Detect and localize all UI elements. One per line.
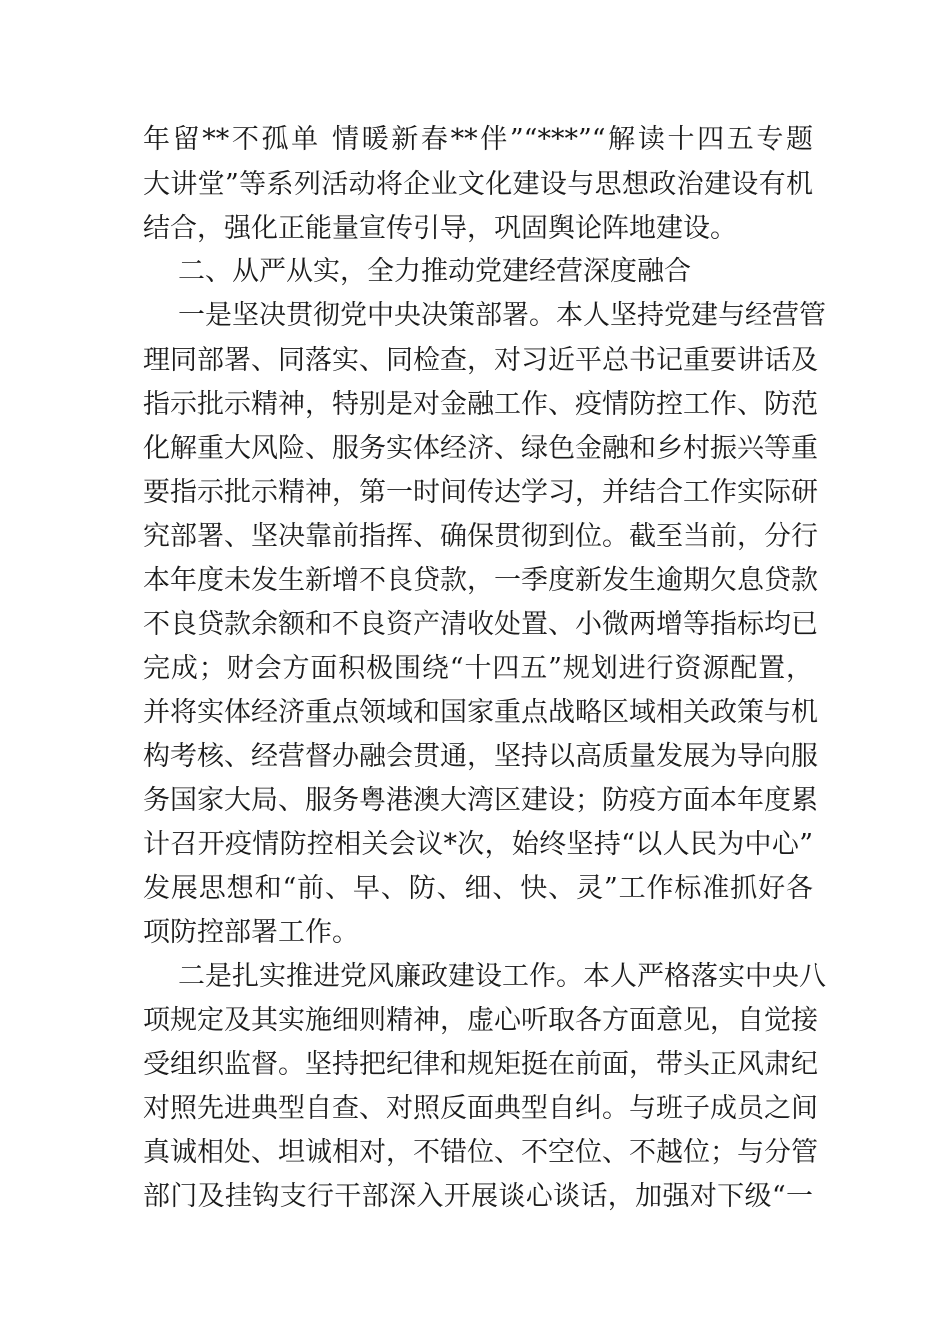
body-text-line: 理同部署、同落实、同检查，对习近平总书记重要讲话及 xyxy=(143,345,818,376)
body-text-line: 究部署、坚决靠前指挥、确保贯彻到位。截至当前，分行 xyxy=(143,521,818,552)
body-text-line: 部门及挂钩支行干部深入开展谈心谈话，加强对下级“一 xyxy=(143,1181,813,1212)
body-text-line: 年留**不孤单 情暖新春**伴”“***”“解读十四五专题 xyxy=(143,124,813,155)
body-text-line: 要指示批示精神，第一时间传达学习，并结合工作实际研 xyxy=(143,477,818,508)
body-text-line: 不良贷款余额和不良资产清收处置、小微两增等指标均已 xyxy=(143,609,818,640)
body-text-line: 真诚相处、坦诚相对，不错位、不空位、不越位；与分管 xyxy=(143,1137,818,1168)
body-text-line: 并将实体经济重点领域和国家重点战略区域相关政策与机 xyxy=(143,697,818,728)
body-text-line: 大讲堂”等系列活动将企业文化建设与思想政治建设有机 xyxy=(143,169,813,200)
body-text-line: 构考核、经营督办融会贯通，坚持以高质量发展为导向服 xyxy=(143,741,818,772)
body-text-line: 发展思想和“前、早、防、细、快、灵”工作标准抓好各 xyxy=(143,873,813,904)
body-text-line: 化解重大风险、服务实体经济、绿色金融和乡村振兴等重 xyxy=(143,433,818,464)
body-text-line: 本年度未发生新增不良贷款，一季度新发生逾期欠息贷款 xyxy=(143,565,818,596)
body-text-line: 完成；财会方面积极围绕“十四五”规划进行资源配置， xyxy=(143,653,813,684)
body-text-line: 结合，强化正能量宣传引导，巩固舆论阵地建设。 xyxy=(143,213,737,244)
body-text-line: 二是扎实推进党风廉政建设工作。本人严格落实中央八 xyxy=(178,961,826,992)
body-text-line: 一是坚决贯彻党中央决策部署。本人坚持党建与经营管 xyxy=(178,300,826,331)
body-text-line: 计召开疫情防控相关会议*次，始终坚持“以人民为中心” xyxy=(143,829,813,860)
section-heading: 二、从严从实，全力推动党建经营深度融合 xyxy=(178,256,691,287)
body-text-line: 项防控部署工作。 xyxy=(143,917,359,948)
body-text-line: 务国家大局、服务粤港澳大湾区建设；防疫方面本年度累 xyxy=(143,785,818,816)
body-text-line: 指示批示精神，特别是对金融工作、疫情防控工作、防范 xyxy=(143,389,818,420)
body-text-line: 对照先进典型自查、对照反面典型自纠。与班子成员之间 xyxy=(143,1093,818,1124)
body-text-line: 受组织监督。坚持把纪律和规矩挺在前面，带头正风肃纪 xyxy=(143,1049,818,1080)
body-text-line: 项规定及其实施细则精神，虚心听取各方面意见，自觉接 xyxy=(143,1005,818,1036)
